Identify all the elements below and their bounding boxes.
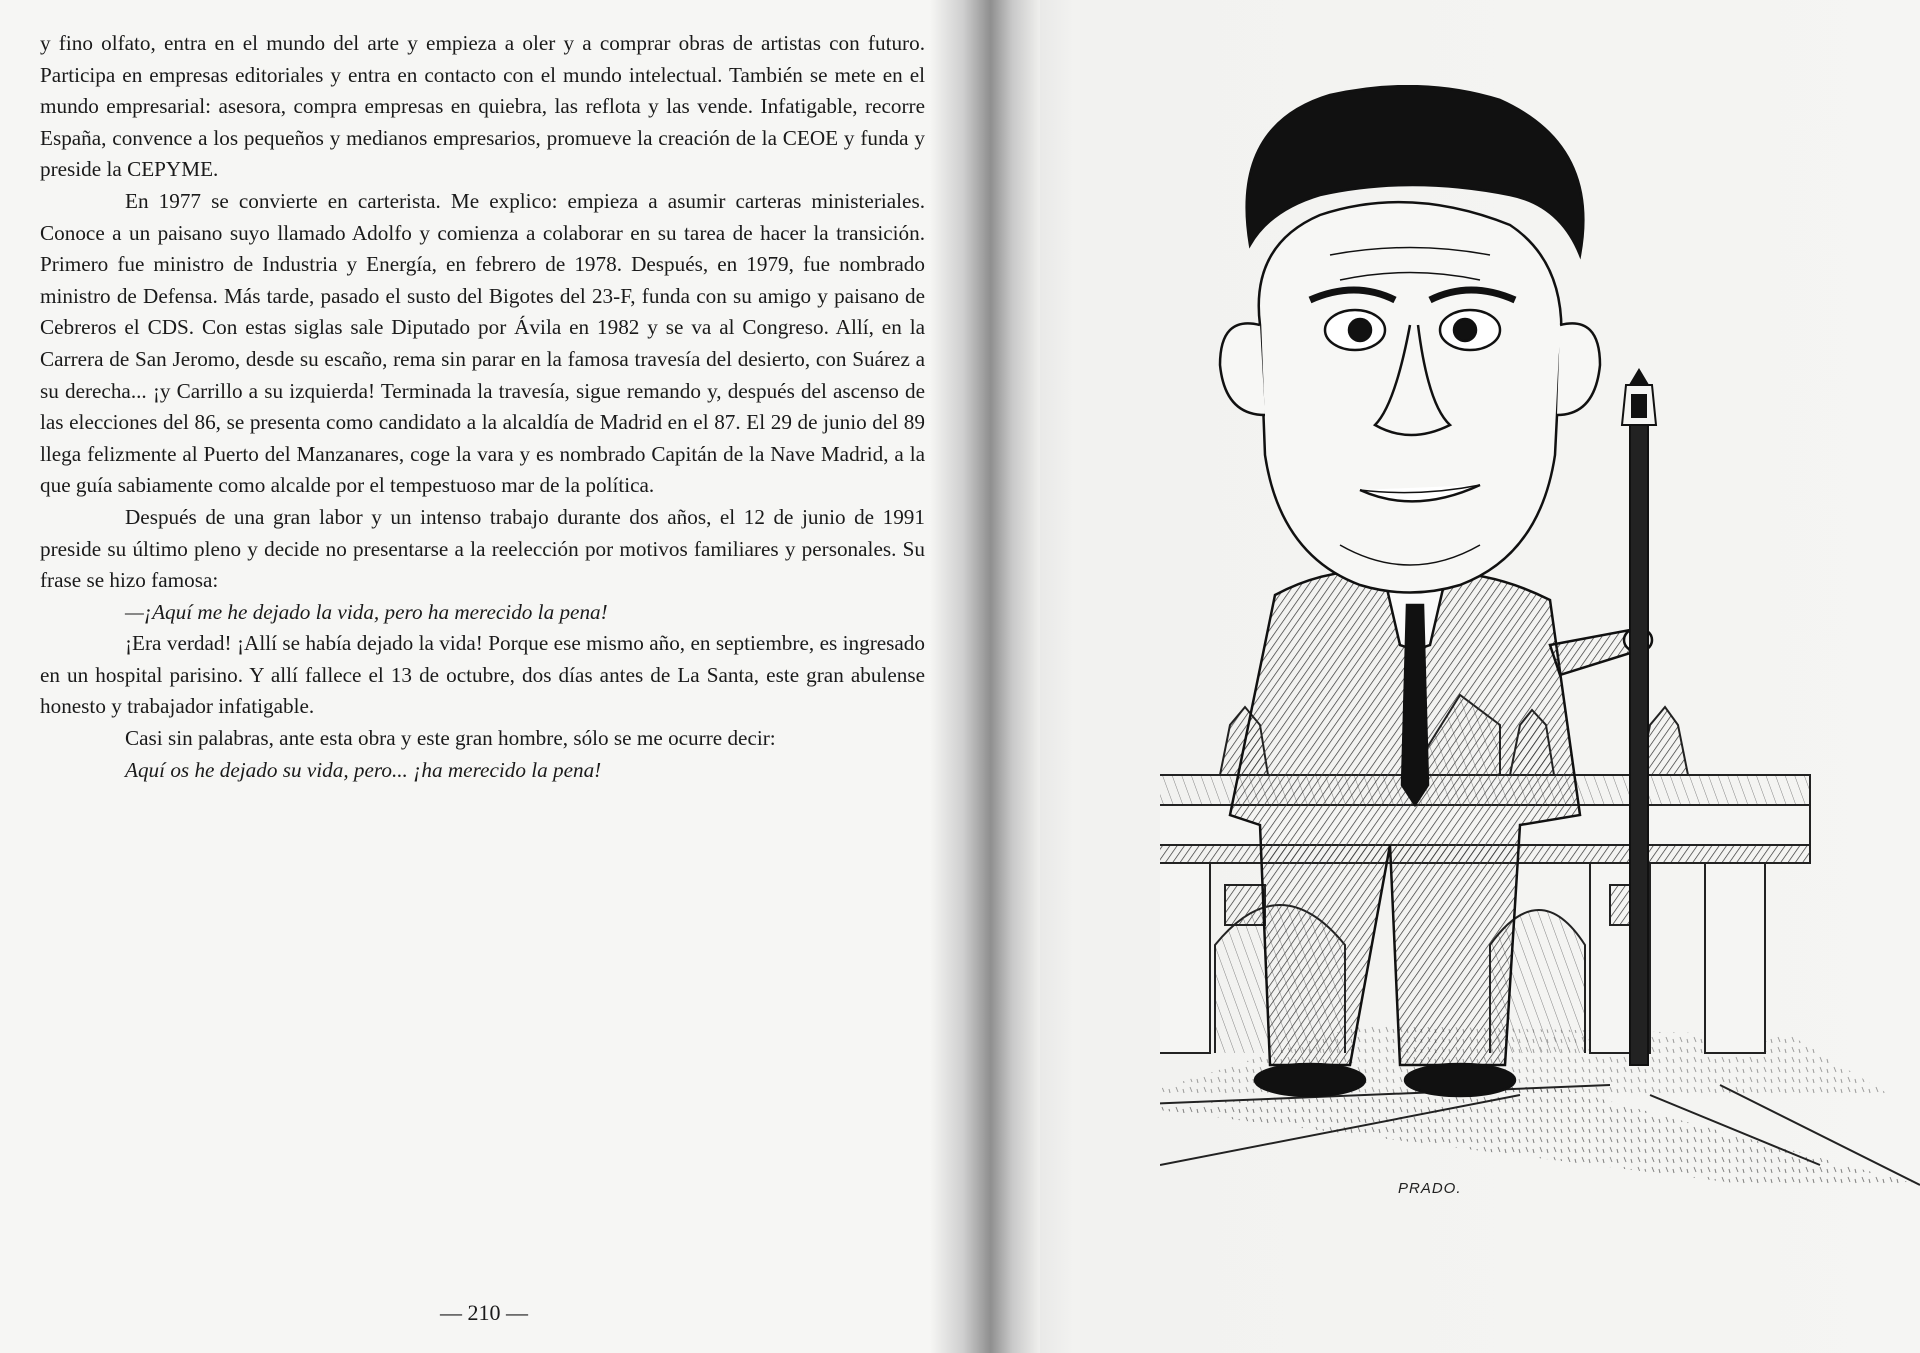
paragraph-3: Después de una gran labor y un intenso trabajo durante dos años, el 12 de junio de 1991 preside su último pleno y decide no presentarse a la reelección por motivos familiares y personales. Su frase se hizo famosa: (40, 504, 925, 593)
left-page (0, 0, 950, 1353)
book-gutter-shadow (930, 0, 1040, 1353)
artist-signature: PRADO. (1398, 1180, 1462, 1197)
closing-italic: Aquí os he dejado su vida, pero... ¡ha merecido la pena! (125, 757, 602, 782)
body-text (40, 28, 925, 786)
famous-quote: —¡Aquí me he dejado la vida, pero ha merecido la pena! (125, 599, 608, 624)
figure-head (1220, 86, 1600, 592)
paragraph-2: En 1977 se convierte en carterista. Me explico: empieza a asumir carteras ministeriales. Conoce a un paisano suyo llamado Adolfo y comienza a colaborar en su tarea de hacer la transición. Primero fue ministro de Industria y Energía, en febrero de 1978. Después, en 1979, fue nombrado ministro de Defensa. Más tarde, pasado el susto del Bigotes del 23-F, funda con su amigo y paisano de Cebreros el CDS. Con estas siglas sale Diputado por Ávila en 1982 y se va al Congreso. Allí, en la Carrera de San Jeromo, desde su escaño, rema sin parar en la famosa travesía del desierto, con Suárez a su derecha... ¡y Carrillo a su izquierda! Terminada la travesía, sigue remando y, después del ascenso de las elecciones del 86, se presenta como candidato a la alcaldía de Madrid en el 87. El 29 de junio del 89 llega felizmente al Puerto del Manzanares, coge la vara y es nombrado Capitán de la Nave Madrid, a la que guía sabiamente como alcalde por el tempestuoso mar de la política. (40, 188, 925, 498)
page-number: — 210 — (440, 1300, 528, 1325)
paragraph-4: ¡Era verdad! ¡Allí se había dejado la vida! Porque ese mismo año, en septiembre, es ingresado en un hospital parisino. Y allí fallece el 13 de octubre, dos días antes de La Santa, este gran abulense honesto y trabajador infatigable. (40, 631, 925, 719)
closing-intro: Casi sin palabras, ante esta obra y este gran hombre, sólo se me ocurre decir: (125, 726, 776, 751)
paragraph-1: y fino olfato, entra en el mundo del arte y empieza a oler y a comprar obras de artistas con futuro. Participa en empresas editoriales y entra en contacto con el mundo intelectual. También se mete en el mundo empresarial: asesora, compra empresas en quiebra, las reflota y las vende. Infatigable, recorre España, convence a los pequeños y medianos empresarios, promueve la creación de la CEOE y funda y preside la CEPYME. (40, 31, 925, 182)
caricature-illustration (1160, 85, 1920, 1245)
